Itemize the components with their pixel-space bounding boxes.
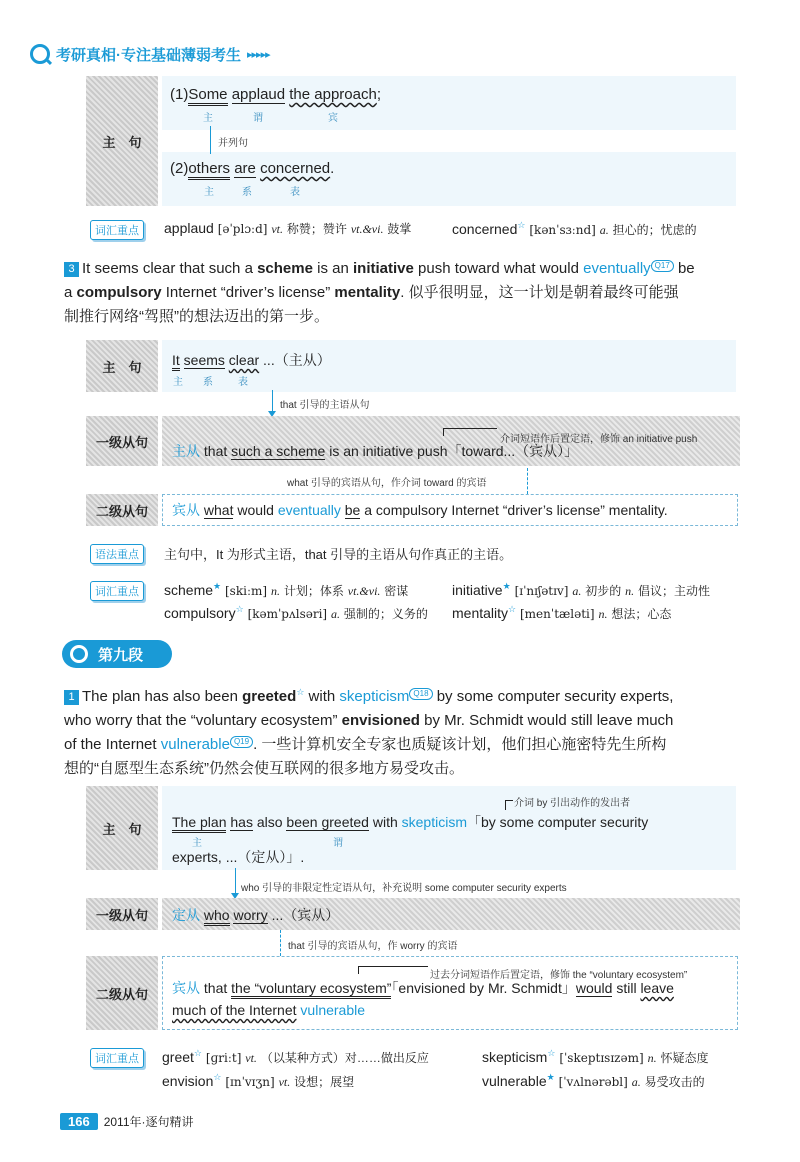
- tag-predicate: 谓: [253, 113, 263, 124]
- tag-subj: 主: [173, 377, 183, 388]
- sentence-3: 3 It seems clear that such a scheme is an initiative push toward what would eventually Q17 be a compulsory Internet “driver’s license” mentality. 似乎很明显，这一计划是朝着最终可能强 制推行网络“驾照”的想法迈出的第一步。: [64, 260, 695, 325]
- vocab-badge-1: 词汇重点: [90, 220, 144, 240]
- sentence-number: 1: [64, 690, 79, 705]
- note-relative-clause: who 引导的非限定性定语从句，补充说明 some computer security experts: [241, 883, 567, 894]
- agent-bracket: [505, 800, 513, 810]
- note-subject-clause: that 引导的主语从句: [280, 400, 370, 411]
- vocab-badge-3: 词汇重点: [90, 1048, 144, 1068]
- vocab-concerned: concerned☆ [kənˈsɜːnd] a. 担心的；忧虑的: [452, 220, 697, 237]
- coord-note: 并列句: [218, 138, 248, 149]
- vocab-initiative: initiative★ [ɪˈnɪʃətɪv] a. 初步的 n. 倡议；主动性: [452, 581, 711, 598]
- main-clause-label-3: 主 句: [86, 786, 158, 870]
- vocab-scheme: scheme★ [skiːm] n. 计划；体系 vt.&vi. 密谋: [164, 581, 409, 598]
- level2-text-3a: 宾从 that the “voluntary ecosystem”「envisioned by Mr. Schmidt」would still leave: [172, 978, 674, 998]
- star-icon: ☆: [508, 604, 517, 614]
- star-icon: ☆: [517, 220, 526, 230]
- tag-subject: 主: [203, 113, 213, 124]
- dashed-connector: [527, 468, 528, 494]
- level2-text-3b: much of the Internet vulnerable: [172, 1002, 366, 1018]
- magnifier-icon: [70, 645, 88, 663]
- footer-title: 2011年·逐句精讲: [103, 1115, 194, 1129]
- header-title: 考研真相·专注基础薄弱考生: [56, 46, 241, 64]
- page-number: 166: [60, 1113, 98, 1130]
- attr-bracket: [443, 428, 497, 436]
- note-object-clause-3: that 引导的宾语从句，作 worry 的宾语: [288, 941, 458, 952]
- note-agent: 介词 by 引出动作的发出者: [514, 798, 631, 809]
- grammar-text: 主句中，It 为形式主语，that 引导的主语从句作真正的主语。: [164, 547, 513, 562]
- level1-text-3: 定从 who worry ...（宾从）: [172, 905, 339, 925]
- level1-text: 主从 that such a scheme is an initiative push「toward...（宾从）」: [172, 443, 579, 459]
- dashed-connector: [280, 930, 281, 956]
- tag-comp: 表: [238, 377, 248, 388]
- grammar-badge: 语法重点: [90, 544, 144, 564]
- level1-label-3: 一级从句: [86, 898, 158, 930]
- star-icon: ★: [546, 1072, 555, 1082]
- star-icon: ☆: [193, 1048, 202, 1058]
- question-tag: Q17: [651, 260, 674, 272]
- sentence-9-1: 1 The plan has also been greeted☆ with skepticism Q18 by some computer security experts, who worry that the “voluntary ecosystem” envisioned by Mr. Schmidt would still leave much of the Internet vulnerable Q19 . 一些计算机安全专家也质疑该计划，他们担心施密特先生所构 想的“自愿型生态系统”仍然会使互联网的很多地方易受攻击。: [64, 687, 674, 777]
- vocab-greet: greet☆ [ɡriːt] vt. （以某种方式）对……做出反应: [162, 1048, 429, 1065]
- main-clause-text: It seems clear ...（主从）: [172, 350, 331, 370]
- section-heading: 第九段: [62, 640, 172, 668]
- vocab-applaud: applaud [əˈplɔːd] vt. 称赞；赞许 vt.&vi. 鼓掌: [164, 220, 412, 236]
- vocab-skepticism: skepticism☆ [ˈskeptɪsɪzəm] n. 怀疑态度: [482, 1048, 709, 1065]
- question-tag: Q19: [230, 736, 253, 748]
- star-icon: ☆: [296, 687, 305, 697]
- tag-link: 系: [203, 377, 213, 388]
- tag-subject-2: 主: [204, 187, 214, 198]
- vocab-vulnerable: vulnerable★ [ˈvʌlnərəbl] a. 易受攻击的: [482, 1072, 705, 1089]
- header-arrows: ▸▸▸▸▸: [247, 48, 270, 61]
- page-header: [30, 40, 270, 68]
- vocab-mentality: mentality☆ [menˈtæləti] n. 想法；心态: [452, 604, 672, 621]
- tag-comp-2: 表: [290, 187, 300, 198]
- vocab-badge-2: 词汇重点: [90, 581, 144, 601]
- star-icon: ☆: [213, 1072, 222, 1082]
- note-object-clause: what 引导的宾语从句，作介词 toward 的宾语: [287, 478, 487, 489]
- arrow-down-icon: [272, 390, 273, 412]
- tag-link-2: 系: [242, 187, 252, 198]
- level2-label: 二级从句: [86, 494, 158, 526]
- tag-object: 宾: [328, 113, 338, 124]
- line1-text: (1)Some applaud the approach;: [170, 86, 381, 103]
- magnifier-logo-icon: [30, 44, 50, 64]
- main-clause-label: 主 句: [86, 76, 158, 206]
- page-footer: [60, 1113, 194, 1130]
- question-tag: Q18: [409, 688, 432, 700]
- attr-bracket-3: [358, 966, 428, 974]
- vocab-envision: envision☆ [ɪnˈvɪʒn] vt. 设想；展望: [162, 1072, 355, 1089]
- note-attributive-3: 过去分词短语作后置定语，修饰 the “voluntary ecosystem”: [430, 970, 688, 981]
- star-icon: ☆: [235, 604, 244, 614]
- level2-label-3: 二级从句: [86, 956, 158, 1030]
- tag-subj-3: 主: [192, 838, 202, 849]
- tag-pred-3: 谓: [333, 838, 343, 849]
- star-icon: ★: [502, 581, 511, 591]
- star-icon: ★: [213, 581, 222, 591]
- sentence-number: 3: [64, 262, 79, 277]
- main-clause-text-3: The plan has also been greeted with skepticism「by some computer security: [172, 812, 648, 832]
- main-clause-label-2: 主 句: [86, 340, 158, 392]
- note-attributive: 介词短语作后置定语，修饰 an initiative push: [500, 434, 698, 445]
- line2-text: (2)others are concerned.: [170, 160, 334, 177]
- main-clause-text-3b: experts, ...（定从）」.: [172, 849, 305, 865]
- vocab-compulsory: compulsory☆ [kəmˈpʌlsəri] a. 强制的；义务的: [164, 604, 428, 621]
- arrow-down-icon: [235, 868, 236, 894]
- coord-connector: [210, 126, 211, 154]
- star-icon: ☆: [547, 1048, 556, 1058]
- level2-text: 宾从 what would eventually be a compulsory Internet “driver’s license” mentality.: [172, 502, 668, 518]
- level1-label: 一级从句: [86, 416, 158, 466]
